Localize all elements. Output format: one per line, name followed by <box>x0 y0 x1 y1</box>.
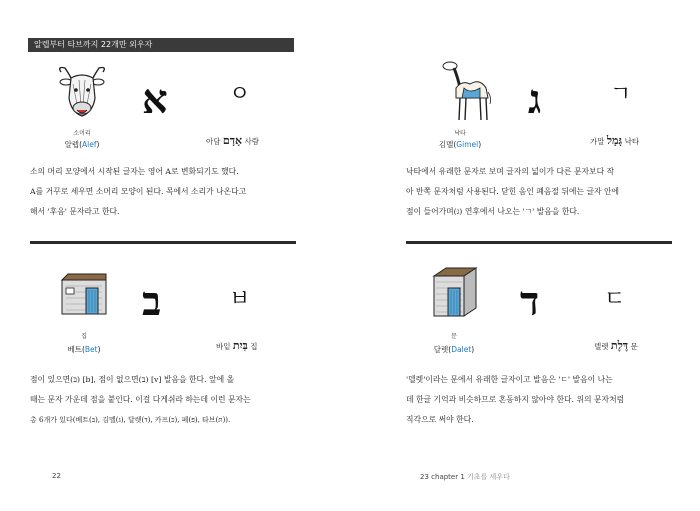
section-divider <box>406 241 672 244</box>
hebrew-letter-alef: א <box>142 76 168 123</box>
letter-name: 달렛(Dalet) <box>433 345 475 354</box>
picture-caption: 집 <box>81 333 87 340</box>
example-word: 델렛 דֶּלֶת 문 <box>594 339 638 352</box>
page-number: 22 <box>52 472 61 480</box>
example-word: 바잍 בַּיִת 집 <box>216 339 258 352</box>
example-word: 아담 אָדָם 사람 <box>206 134 259 147</box>
door-house-illustration <box>430 266 480 318</box>
korean-equivalent-bet: ㅂ <box>229 287 251 312</box>
hebrew-letter-gimel: ג <box>528 76 542 123</box>
camel-illustration <box>440 58 494 124</box>
house-illustration <box>58 270 110 316</box>
alef-description: 소의 머리 모양에서 시작된 글자는 영어 A로 변화되기도 했다. A를 거꾸로 세우면 소머리 모양이 된다. 목에서 소리가 나온다고 해서 '후음' 문자라고 한다. <box>30 167 247 216</box>
chapter-title: chapter 1 <box>431 473 465 481</box>
picture-caption: 소머리 <box>73 130 91 137</box>
page-number: 23 <box>420 473 429 481</box>
footer-chapter <box>420 472 510 482</box>
ox-head-illustration <box>55 64 109 122</box>
gimel-description: 낙타에서 유래한 문자로 보며 글자의 넓이가 다른 문자보다 작 아 반쪽 문자처럼 사용된다. 닫힌 음인 폐음절 뒤에는 글자 안에 점이 들어가며(ּג) 연후에서 나오는 'ㄱ' 발음을 한다. <box>406 167 620 216</box>
chapter-subtitle: 기초를 세우다 <box>467 473 510 481</box>
korean-equivalent-alef: ㅇ <box>229 82 251 107</box>
right-page <box>350 0 700 511</box>
korean-equivalent-dalet: ㄷ <box>604 287 626 312</box>
korean-equivalent-gimel: ㄱ <box>610 82 632 107</box>
example-word: 가말 גָּמָל 낙타 <box>590 134 640 147</box>
letter-name: 알렙(Alef) <box>64 140 100 149</box>
letter-name: 김멜(Gimel) <box>438 140 482 149</box>
hebrew-letter-dalet: ד <box>520 278 540 325</box>
bet-description: 점이 있으면(בּ) [b], 점이 없으면(ב) [v] 발음을 한다. 앞에 올 때는 문자 가운데 점을 붙인다. 이걸 다게쉬라 하는데 이런 문자는 총 6개가 있다(베트(בּ), 김멜(גּ), 달렛(דּ), 카프(כּ), 페(פּ), 타브(תּ)). <box>30 375 251 424</box>
picture-caption: 낙타 <box>454 130 466 137</box>
dalet-description: '델렛'이라는 문에서 유래한 글자이고 발음은 'ㄷ' 발음이 나는 데 한글 기억과 비슷하므로 혼동하지 않아야 한다. 위의 문자처럼 직각으로 써야 한다. <box>406 375 625 424</box>
letter-name: 베트(Bet) <box>67 345 101 354</box>
hebrew-letter-bet: ב <box>142 278 162 325</box>
section-header: 알렙부터 타브까지 22개만 외우자 <box>28 38 294 52</box>
picture-caption: 문 <box>451 333 457 340</box>
section-divider <box>30 241 296 244</box>
